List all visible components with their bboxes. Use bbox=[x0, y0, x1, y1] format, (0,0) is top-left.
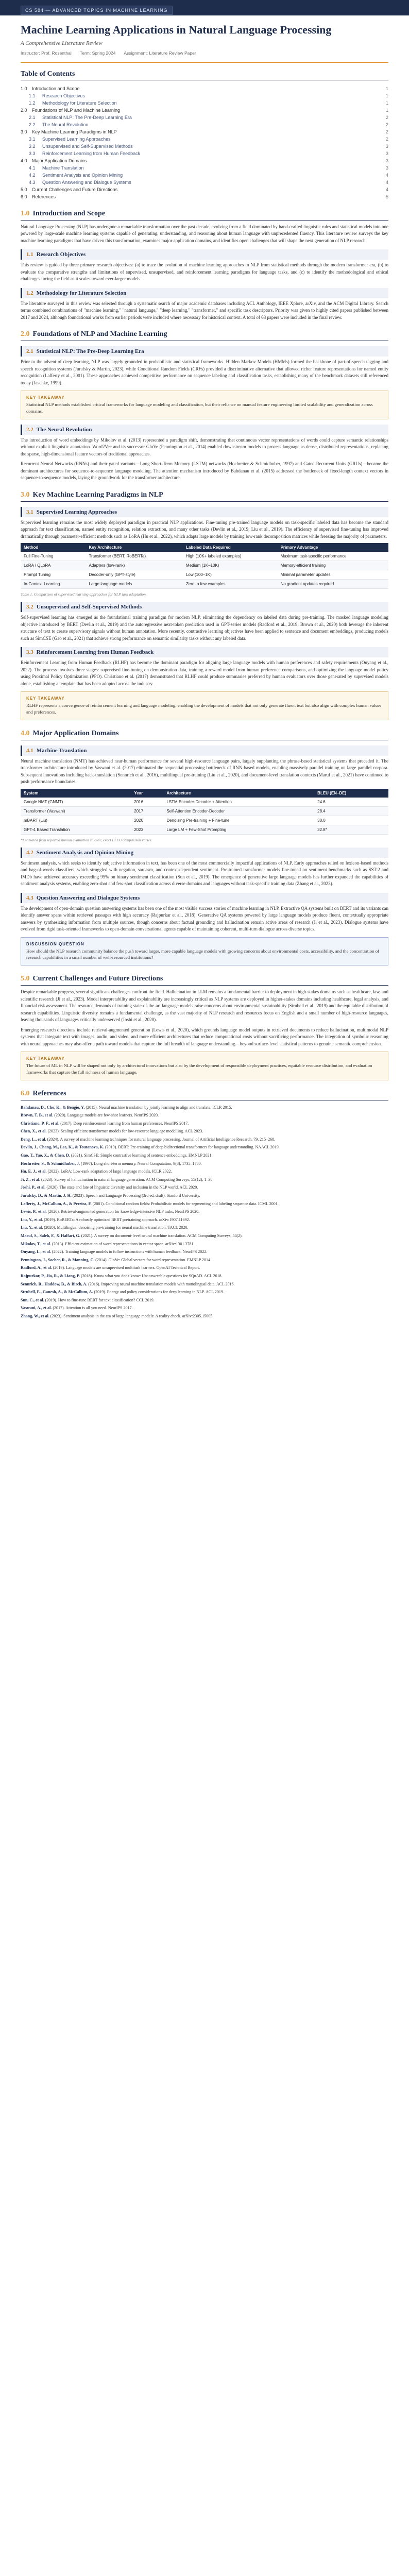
paragraph: Prior to the advent of deep learning, NLP was largely grounded in probabilistic and statistical frameworks. Hidden Markov Models (HMMs) formed the backbone of part-of-speech tagging and speech recognition systems (Jurafsky & Martin, 2023), while Conditional Random Fields (CRFs) provided a discriminative alternative that allowed richer feature representations for named entity recognition (Lafferty et al., 2001). These approaches achieved competitive performance on sequence labeling and classification tasks, establishing many of the benchmark datasets still referenced today (Jaschke, 1999). bbox=[21, 359, 388, 385]
toc-entry-page: 1 bbox=[385, 86, 388, 91]
toc-entry-number: 4.0 bbox=[21, 158, 27, 163]
reference-details: (2001). Conditional random fields: Probabilistic models for segmenting and labeling sequence data. ICML 2001. bbox=[92, 1201, 279, 1206]
reference-details: (2018). Know what you don't know: Unanswerable questions for SQuAD. ACL 2018. bbox=[81, 1273, 223, 1278]
toc-entry-title: Introduction and Scope bbox=[32, 86, 80, 91]
table-header-cell: Labeled Data Required bbox=[183, 543, 278, 552]
meta-term: Term: Spring 2024 bbox=[79, 50, 116, 56]
reference-authors: Lafferty, J., McCallum, A., & Pereira, F. bbox=[21, 1201, 92, 1206]
reference-authors: Ouyang, L., et al. bbox=[21, 1249, 51, 1255]
table-cell: 2017 bbox=[131, 806, 163, 816]
table-cell: 28.4 bbox=[314, 806, 388, 816]
table-header-cell: Primary Advantage bbox=[278, 543, 388, 552]
reference-details: (2021). A survey on document-level neural machine translation. ACM Computing Surveys, 54(2). bbox=[81, 1233, 243, 1238]
toc-entry-number: 1.0 bbox=[21, 86, 27, 91]
reference-details: (2022). LoRA: Low-rank adaptation of large language models. ICLR 2022. bbox=[47, 1169, 172, 1174]
reference-entry bbox=[21, 1297, 388, 1303]
toc-entry[interactable] bbox=[21, 157, 388, 164]
table-cell: LSTM Encoder-Decoder + Attention bbox=[163, 798, 314, 807]
section-heading bbox=[21, 1090, 388, 1100]
table-row bbox=[21, 825, 388, 834]
table-cell: 30.0 bbox=[314, 816, 388, 825]
reference-entry bbox=[21, 1281, 388, 1287]
reference-details: (2023). Scaling efficient transformer models for low-resource language modelling. ACL 2023. bbox=[47, 1129, 203, 1134]
toc-entry-number: 4.2 bbox=[29, 172, 36, 178]
supervised-methods-table bbox=[21, 543, 388, 589]
reference-list bbox=[21, 1105, 388, 1319]
key-takeaway-text: Statistical NLP methods established critical frameworks for language modeling and classification, but their reliance on manual feature engineering limited scalability and generalization across domains. bbox=[26, 402, 373, 414]
table-cell: High (10K+ labeled examples) bbox=[183, 552, 278, 561]
reference-details: (2023). Speech and Language Processing (3rd ed. draft). Stanford University. bbox=[72, 1193, 200, 1198]
key-takeaway-box bbox=[21, 391, 388, 419]
toc-entry-number: 1.1 bbox=[29, 93, 36, 98]
reference-entry bbox=[21, 1193, 388, 1199]
subsection-heading bbox=[21, 647, 388, 657]
table-cell: Full Fine-Tuning bbox=[21, 552, 86, 561]
key-takeaway-text: RLHF represents a convergence of reinforcement learning and language modeling, enabling the development of models that not only generate fluent text but also align with complex human values and preferences. bbox=[26, 703, 382, 715]
reference-entry bbox=[21, 1233, 388, 1239]
table-row bbox=[21, 561, 388, 570]
toc-entry[interactable] bbox=[21, 121, 388, 128]
reference-authors: Vaswani, A., et al. bbox=[21, 1306, 52, 1311]
reference-authors: Hu, E. J., et al. bbox=[21, 1169, 47, 1174]
toc-entry-number: 3.1 bbox=[29, 136, 36, 142]
toc-entry-page: 1 bbox=[385, 93, 388, 98]
table-header-cell: System bbox=[21, 789, 131, 798]
reference-details: (2020). Language models are few-shot learners. NeurIPS 2020. bbox=[54, 1113, 159, 1118]
table-header-row bbox=[21, 543, 388, 552]
reference-authors: Zhang, W., et al. bbox=[21, 1313, 49, 1318]
section-challenges bbox=[21, 975, 388, 1080]
reference-entry bbox=[21, 1305, 388, 1311]
toc-entry-title: Question Answering and Dialogue Systems bbox=[42, 179, 131, 185]
toc-entry-title: Reinforcement Learning from Human Feedback bbox=[42, 150, 141, 156]
table-caption: *Estimated from reported human evaluation studies; exact BLEU comparison varies. bbox=[21, 837, 152, 842]
paragraph: Self-supervised learning has emerged as the foundational training paradigm for modern NLP, eliminating the dependency on labeled data during pre-training. The masked language modeling objective introduced by BERT (Devlin et al., 2019) and the autoregressive next-token prediction used in GPT-series models (Radford et al., 2019; Brown et al., 2020) both leverage the inherent structure of text to create supervisory signals without human annotation. More recently, contrastive learning objectives have been applied to sentence and document embeddings, producing models such as SimCSE (Gao et al., 2021) that achieve strong performance on semantic similarity tasks without any labeled data. bbox=[21, 615, 388, 641]
reference-details: (2019). Energy and policy considerations for deep learning in NLP. ACL 2019. bbox=[94, 1290, 224, 1295]
toc-entry-number: 1.2 bbox=[29, 100, 36, 106]
table-row bbox=[21, 552, 388, 561]
reference-authors: Brown, T. B., et al. bbox=[21, 1113, 54, 1118]
subsection-number: 3.2 bbox=[26, 604, 33, 610]
toc-entry-number: 2.0 bbox=[21, 107, 27, 113]
toc-entry-number: 3.0 bbox=[21, 129, 27, 134]
paragraph: Reinforcement Learning from Human Feedback (RLHF) has become the dominant paradigm for aligning large language models with human preferences and safety requirements (Ouyang et al., 2022). The process involves three stages: supervised fine-tuning on demonstration data, training a reward model from human preference comparisons, and optimizing the language model policy using Proximal Policy Optimization (PPO). Christiano et al. (2017) demonstrated that RLHF could produce summaries preferred by human evaluators over those generated by supervised models alone, establishing a template that has been adopted across the industry. bbox=[21, 660, 388, 686]
reference-entry bbox=[21, 1257, 388, 1263]
table-cell: mBART (Liu) bbox=[21, 816, 131, 825]
meta-instructor: Instructor: Prof. Rosenthal bbox=[21, 50, 72, 56]
table-cell: No gradient updates required bbox=[278, 580, 388, 589]
subsection-title: Research Objectives bbox=[36, 251, 86, 258]
table-header-cell: Method bbox=[21, 543, 86, 552]
toc-entry-number: 3.2 bbox=[29, 143, 36, 149]
reference-authors: Christiano, P. F., et al. bbox=[21, 1121, 60, 1126]
section-number: 3.0 bbox=[21, 490, 30, 499]
table-row bbox=[21, 580, 388, 589]
section-title: References bbox=[32, 1089, 66, 1097]
subsection-number: 3.1 bbox=[26, 509, 33, 515]
reference-entry bbox=[21, 1273, 388, 1279]
section-heading bbox=[21, 491, 388, 502]
section-number: 4.0 bbox=[21, 729, 30, 737]
subsection-heading bbox=[21, 346, 388, 357]
reference-authors: Chen, X., et al. bbox=[21, 1129, 47, 1134]
reference-entry bbox=[21, 1137, 388, 1143]
table-cell: Maximum task-specific performance bbox=[278, 552, 388, 561]
title-block bbox=[0, 15, 409, 62]
reference-details: (2022). Training language models to follow instructions with human feedback. NeurIPS 2022. bbox=[52, 1249, 208, 1255]
reference-details: (1997). Long short-term memory. Neural Computation, 9(8), 1735–1780. bbox=[81, 1161, 202, 1166]
subsection-number: 1.2 bbox=[26, 290, 33, 296]
table-cell: Self-Attention Encoder-Decoder bbox=[163, 806, 314, 816]
table-header-cell: BLEU (EN–DE) bbox=[314, 789, 388, 798]
reference-details: (2023). Sentiment analysis in the era of large language models: A reality check. arXiv:2305.15005. bbox=[50, 1313, 214, 1318]
table-cell: Zero to few examples bbox=[183, 580, 278, 589]
reference-authors: Jurafsky, D., & Martin, J. H. bbox=[21, 1193, 72, 1198]
reference-entry bbox=[21, 1112, 388, 1118]
table-cell: 2023 bbox=[131, 825, 163, 834]
reference-entry bbox=[21, 1105, 388, 1111]
subsection-title: The Neural Revolution bbox=[36, 426, 92, 433]
toc-entry-title: Sentiment Analysis and Opinion Mining bbox=[42, 172, 123, 178]
translation-systems-table bbox=[21, 789, 388, 835]
table-header-cell: Architecture bbox=[163, 789, 314, 798]
table-cell: Large language models bbox=[86, 580, 183, 589]
reference-details: (2020). Retrieval-augmented generation for knowledge-intensive NLP tasks. NeurIPS 2020. bbox=[47, 1209, 200, 1214]
reference-details: (2019). How to fine-tune BERT for text classification? CCL 2019. bbox=[45, 1297, 155, 1302]
key-takeaway-box bbox=[21, 1052, 388, 1080]
reference-entry bbox=[21, 1313, 388, 1319]
toc-entry[interactable] bbox=[21, 164, 388, 172]
subsection-title: Machine Translation bbox=[36, 747, 87, 754]
reference-authors: Mikolov, T., et al. bbox=[21, 1241, 52, 1246]
table-header-cell: Year bbox=[131, 789, 163, 798]
section-foundations bbox=[21, 330, 388, 482]
table-cell: GPT-4 Based Translation bbox=[21, 825, 131, 834]
toc-entry-page: 3 bbox=[385, 165, 388, 171]
reference-entry bbox=[21, 1121, 388, 1127]
table-cell: Decoder-only (GPT-style) bbox=[86, 570, 183, 580]
table-cell: 2016 bbox=[131, 798, 163, 807]
subsection-number: 2.1 bbox=[26, 348, 33, 354]
table-cell: Transformer (BERT, RoBERTa) bbox=[86, 552, 183, 561]
reference-authors: Radford, A., et al. bbox=[21, 1265, 52, 1270]
subsection-title: Supervised Learning Approaches bbox=[36, 509, 117, 515]
toc-entry-number: 5.0 bbox=[21, 187, 27, 192]
subsection-title: Question Answering and Dialogue Systems bbox=[36, 894, 140, 901]
toc-entry-page: 2 bbox=[385, 129, 388, 134]
subsection-number: 1.1 bbox=[26, 251, 33, 258]
toc-entry-page: 1 bbox=[385, 107, 388, 113]
table-caption: Table 1. Comparison of supervised learning approaches for NLP task adaptation. bbox=[21, 592, 147, 597]
section-applications bbox=[21, 730, 388, 966]
section-heading bbox=[21, 975, 388, 986]
reference-authors: Maruf, S., Saleh, F., & Haffari, G. bbox=[21, 1233, 80, 1238]
reference-entry bbox=[21, 1184, 388, 1191]
toc-entry-title: Research Objectives bbox=[42, 93, 86, 98]
reference-details: (2015). Neural machine translation by jointly learning to align and translate. ICLR 2015. bbox=[86, 1105, 232, 1110]
toc-entry-title: Machine Translation bbox=[42, 165, 84, 171]
subsection-heading bbox=[21, 745, 388, 756]
section-title: Current Challenges and Future Directions bbox=[32, 975, 163, 982]
reference-entry bbox=[21, 1209, 388, 1215]
section-heading bbox=[21, 730, 388, 740]
reference-authors: Hochreiter, S., & Schmidhuber, J. bbox=[21, 1161, 80, 1166]
reference-entry bbox=[21, 1161, 388, 1167]
reference-details: (2016). Improving neural machine translation models with monolingual data. ACL 2016. bbox=[88, 1281, 235, 1286]
toc-entry-number: 3.3 bbox=[29, 150, 36, 156]
subsection-heading bbox=[21, 507, 388, 517]
meta-assignment: Assignment: Literature Review Paper bbox=[124, 50, 196, 56]
section-introduction bbox=[21, 210, 388, 321]
toc-entry[interactable] bbox=[21, 186, 388, 193]
key-takeaway-label: KEY TAKEAWAY bbox=[26, 395, 65, 400]
table-cell: Medium (1K–10K) bbox=[183, 561, 278, 570]
reference-details: (2019). RoBERTa: A robustly optimized BERT pretraining approach. arXiv:1907.11692. bbox=[44, 1217, 190, 1222]
toc-entry-page: 4 bbox=[385, 179, 388, 185]
subsection-number: 3.3 bbox=[26, 649, 33, 655]
subsection-heading bbox=[21, 893, 388, 903]
table-header-cell: Key Architecture bbox=[86, 543, 183, 552]
section-number: 5.0 bbox=[21, 975, 30, 982]
paragraph: Despite remarkable progress, several significant challenges confront the field. Hallucination in LLM remains a fundamental barrier to deployment in high-stakes domains such as healthcare, law, and scientific research (Ji et al., 2023). Model interpretability and explainability are increasingly critical as NLP systems are deployed in higher-stakes domains including healthcare, legal analysis, and financial risk assessment. The resource demands of training state-of-the-art language models raise concerns about environmental sustainability (Strubell et al., 2019) and the equitable distribution of research capabilities. Linguistic diversity remains a fundamental challenge, as the vast majority of NLP research and resources focus on English and a small number of high-resource languages, leaving thousands of languages critically underserved (Joshi et al., 2020). bbox=[21, 989, 388, 1022]
toc-entry[interactable] bbox=[21, 150, 388, 157]
toc-entry-page: 1 bbox=[385, 100, 388, 106]
toc-entry-page: 3 bbox=[385, 143, 388, 149]
section-number: 6.0 bbox=[21, 1089, 30, 1097]
toc-entry[interactable] bbox=[21, 92, 388, 99]
toc-entry[interactable] bbox=[21, 114, 388, 121]
title-divider bbox=[21, 62, 388, 63]
subsection-heading bbox=[21, 425, 388, 435]
table-cell: 24.6 bbox=[314, 798, 388, 807]
paragraph: Sentiment analysis, which seeks to identify subjective information in text, has been one of the most commercially impactful applications of NLP. Early approaches relied on lexicon-based methods and bag-of-words classifiers, which struggled with negation, sarcasm, and context-dependent sentiment. Pre-trained transformer models fine-tuned on sentiment benchmarks such as SST-2 and IMDb have achieved accuracy exceeding 95% on binary sentiment classification (Sun et al., 2019). The emergence of generative large language models has further expanded the capabilities of sentiment analysis systems, enabling zero-shot and few-shot classification across diverse domains and languages without task-specific training data (Zhang et al., 2023). bbox=[21, 860, 388, 886]
reference-entry bbox=[21, 1225, 388, 1231]
reference-details: (2024). A survey of machine learning techniques for natural language processing. Journal of Artificial Intelligence Research, 79, 215–268. bbox=[47, 1137, 276, 1142]
reference-details: (2017). Attention is all you need. NeurIPS 2017. bbox=[53, 1306, 133, 1311]
paragraph: Recurrent Neural Networks (RNNs) and their gated variants—Long Short-Term Memory (LSTM) networks (Hochreiter & Schmidhuber, 1997) and Gated Recurrent Units (GRUs)—became the dominant architectures for sequence-to-sequence language modeling. The attention mechanism introduced by Bahdanau et al. (2015) addressed the bottleneck of fixed-length context vectors in sequence-to-sequence models, laying the groundwork for the transformer architecture. bbox=[21, 461, 388, 480]
reference-entry bbox=[21, 1265, 388, 1271]
subsection-number: 2.2 bbox=[26, 426, 33, 433]
toc-entry-title: Unsupervised and Self-Supervised Methods bbox=[42, 143, 133, 149]
key-takeaway-text: The future of ML in NLP will be shaped not only by architectural innovations but also by the development of responsible deployment practices, equitable resource distribution, and evaluation frameworks that capture the full richness of human language. bbox=[26, 1063, 372, 1075]
reference-entry bbox=[21, 1153, 388, 1159]
toc-entry[interactable] bbox=[21, 85, 388, 92]
toc-entry-title: Statistical NLP: The Pre-Deep Learning Era bbox=[42, 114, 132, 120]
paragraph: The literature surveyed in this review was selected through a systematic search of major academic databases including ACL Anthology, IEEE Xplore, arXiv, and the ACM Digital Library. Search terms combined combinations of "machine learning," "natural language," "deep learning," "transformer," and specific task descriptors. Priority was given to highly cited papers published between 2017 and 2024, although foundational works from earlier periods were included where necessary for historical context. A total of 68 papers were included in the final review. bbox=[21, 300, 388, 320]
toc-entry[interactable] bbox=[21, 128, 388, 135]
page-footer bbox=[0, 1335, 409, 1345]
toc-entry[interactable] bbox=[21, 179, 388, 186]
subsection-number: 4.1 bbox=[26, 747, 33, 754]
subsection-heading bbox=[21, 848, 388, 858]
document-subtitle: A Comprehensive Literature Review bbox=[21, 40, 103, 46]
toc-list bbox=[21, 85, 388, 200]
table-cell: Memory-efficient training bbox=[278, 561, 388, 570]
reference-details: (2020). The state and fate of linguistic diversity and inclusion in the NLP world. ACL 2020. bbox=[46, 1185, 198, 1190]
toc-entry[interactable] bbox=[21, 135, 388, 143]
reference-entry bbox=[21, 1144, 388, 1150]
reference-entry bbox=[21, 1241, 388, 1247]
table-cell: Google NMT (GNMT) bbox=[21, 798, 131, 807]
reference-authors: Strubell, E., Ganesh, A., & McCallum, A. bbox=[21, 1290, 93, 1295]
reference-authors: Rajpurkar, P., Jia, R., & Liang, P. bbox=[21, 1273, 80, 1278]
reference-details: (2020). Multilingual denoising pre-training for neural machine translation. TACL 2020. bbox=[44, 1225, 189, 1230]
reference-authors: Joshi, P., et al. bbox=[21, 1185, 46, 1190]
reference-authors: Gao, T., Yao, X., & Chen, D. bbox=[21, 1153, 70, 1158]
section-paradigms bbox=[21, 491, 388, 720]
toc-entry-page: 3 bbox=[385, 158, 388, 163]
table-cell: Large LM + Few-Shot Prompting bbox=[163, 825, 314, 834]
toc-entry-number: 4.1 bbox=[29, 165, 36, 171]
document-title: Machine Learning Applications in Natural Language Processing bbox=[21, 23, 332, 36]
reference-authors: Pennington, J., Socher, R., & Manning, C. bbox=[21, 1257, 95, 1262]
reference-authors: Lewis, P., et al. bbox=[21, 1209, 47, 1214]
course-tag: CS 584 — ADVANCED TOPICS IN MACHINE LEARNING bbox=[21, 6, 173, 15]
toc-entry[interactable] bbox=[21, 107, 388, 114]
toc-entry-page: 2 bbox=[385, 136, 388, 142]
table-row bbox=[21, 816, 388, 825]
reference-authors: Sun, C., et al. bbox=[21, 1297, 44, 1302]
section-title: Foundations of NLP and Machine Learning bbox=[32, 330, 167, 338]
table-cell: Denoising Pre-training + Fine-tune bbox=[163, 816, 314, 825]
table-row bbox=[21, 806, 388, 816]
table-body bbox=[21, 552, 388, 589]
toc-entry-page: 3 bbox=[385, 150, 388, 156]
section-number: 1.0 bbox=[21, 209, 30, 217]
reference-authors: Bahdanau, D., Cho, K., & Bengio, Y. bbox=[21, 1105, 85, 1110]
paragraph: The introduction of word embeddings by Mikolov et al. (2013) represented a paradigm shift, demonstrating that continuous vector representations of words could capture semantic relationships without explicit linguistic annotation. Word2Vec and its successor GloVe (Pennington et al., 2014) enabled downstream models to process language as dense, distributed representations, replacing the sparse, high-dimensional feature vectors of traditional approaches. bbox=[21, 437, 388, 456]
reference-details: (2019). Language models are unsupervised multitask learners. OpenAI Technical Report. bbox=[53, 1265, 200, 1270]
reference-entry bbox=[21, 1201, 388, 1207]
toc-entry-number: 2.1 bbox=[29, 114, 36, 120]
subsection-heading bbox=[21, 288, 388, 298]
toc-entry[interactable] bbox=[21, 172, 388, 179]
toc-entry-title: References bbox=[32, 194, 56, 199]
subsection-title: Unsupervised and Self-Supervised Methods bbox=[36, 604, 142, 610]
reference-authors: Sennrich, R., Haddow, B., & Birch, A. bbox=[21, 1281, 88, 1286]
toc-entry[interactable] bbox=[21, 143, 388, 150]
subsection-number: 4.2 bbox=[26, 849, 33, 856]
reference-details: (2019). BERT: Pre-training of deep bidirectional transformers for language understanding. NAACL 2019. bbox=[105, 1145, 280, 1150]
table-cell: Prompt Tuning bbox=[21, 570, 86, 580]
reference-entry bbox=[21, 1177, 388, 1183]
paragraph: Natural Language Processing (NLP) has undergone a remarkable transformation over the past decade, evolving from a field dominated by hand-crafted linguistic rules and statistical models into one powered by large-scale machine learning systems capable of generating, understanding, and reasoning about human language with unprecedented fluency. This literature review surveys the key machine learning paradigms that have driven this transformation, examines major application domains, and identifies open challenges that will shape the next generation of NLP research. bbox=[21, 224, 388, 243]
paragraph: Emerging research directions include retrieval-augmented generation (Lewis et al., 2020), which grounds language model outputs in retrieved documents to reduce hallucination, multimodal NLP systems that integrate text with images, audio, and video, and more efficient architectures that reduce computational costs without sacrificing performance. The integration of symbolic reasoning with neural approaches may also offer a path toward models that capture the full breadth of language understanding—beyond surface-level statistical patterns to genuine semantic comprehension. bbox=[21, 1027, 388, 1046]
key-takeaway-box bbox=[21, 691, 388, 720]
table-cell: Adapters (low-rank) bbox=[86, 561, 183, 570]
key-takeaway-label: KEY TAKEAWAY bbox=[26, 1056, 65, 1061]
toc-entry[interactable] bbox=[21, 193, 388, 200]
toc-entry-title: Key Machine Learning Paradigms in NLP bbox=[32, 129, 117, 134]
reference-details: (2021). SimCSE: Simple contrastive learning of sentence embeddings. EMNLP 2021. bbox=[71, 1153, 213, 1158]
reference-authors: Liu, Y., et al. bbox=[21, 1217, 43, 1222]
paragraph: The development of open-domain question answering systems has been one of the most visible success stories of machine learning in NLP. Extractive QA systems built on BERT and its variants can identify answer spans within retrieved passages with high accuracy (Rajpurkar et al., 2018). Generative QA systems powered by large language models produce fluent, contextually appropriate answers by synthesizing information from multiple sources, though concerns about factual grounding and hallucination remain active areas of research (Ji et al., 2023). Dialogue systems have evolved from rigid task-oriented frameworks to open-domain conversational agents capable of maintaining coherent, multi-turn dialogue across diverse topics. bbox=[21, 905, 388, 931]
subsection-title: Methodology for Literature Selection bbox=[36, 290, 127, 296]
table-body bbox=[21, 798, 388, 835]
key-takeaway-label: KEY TAKEAWAY bbox=[26, 696, 65, 701]
reference-entry bbox=[21, 1217, 388, 1223]
paragraph: This review is guided by three primary research objectives: (a) to trace the evolution of machine learning approaches in NLP from statistical methods through the modern transformer era, (b) to evaluate the comparative strengths and limitations of supervised, unsupervised, and reinforcement learning paradigms for language tasks, and (c) to identify the methodological and ethical challenges facing the field as it scales toward ever-larger models. bbox=[21, 262, 388, 281]
section-heading bbox=[21, 210, 388, 221]
toc-entry-title: Foundations of NLP and Machine Learning bbox=[32, 107, 120, 113]
toc-heading: Table of Contents bbox=[21, 70, 388, 81]
subsection-number: 4.3 bbox=[26, 894, 33, 901]
table-cell: In-Context Learning bbox=[21, 580, 86, 589]
table-of-contents bbox=[21, 70, 388, 200]
subsection-title: Statistical NLP: The Pre-Deep Learning Era bbox=[36, 348, 144, 354]
table-cell: 2020 bbox=[131, 816, 163, 825]
reference-authors: Liu, Y., et al. bbox=[21, 1225, 43, 1230]
table-row bbox=[21, 570, 388, 580]
table-cell: Low (100–1K) bbox=[183, 570, 278, 580]
table-cell: Minimal parameter updates bbox=[278, 570, 388, 580]
toc-entry-title: Supervised Learning Approaches bbox=[42, 136, 111, 142]
toc-entry-title: Major Application Domains bbox=[32, 158, 87, 163]
subsection-title: Reinforcement Learning from Human Feedback bbox=[36, 649, 154, 655]
paragraph: Supervised learning remains the most widely deployed paradigm in practical NLP applications. Fine-tuning pre-trained language models on task-specific labeled data has become the standard approach for text classification, named entity recognition, relation extraction, and many other tasks (Devlin et al., 2019; Liu et al., 2019). The efficiency of supervised fine-tuning has improved dramatically through parameter-efficient methods such as LoRA (Hu et al., 2022), which adapts large models by training low-rank decomposition matrices while freezing the majority of parameters. bbox=[21, 519, 388, 539]
toc-entry-title: The Neural Revolution bbox=[42, 122, 89, 127]
reference-authors: Deng, L., et al. bbox=[21, 1137, 46, 1142]
discussion-question-text: How should the NLP research community balance the push toward larger, more capable language models with growing concerns about environmental costs, accessibility, and the concentration of research capabilities in a small number of well-resourced institutions? bbox=[26, 948, 380, 960]
reference-entry bbox=[21, 1128, 388, 1134]
subsection-heading bbox=[21, 602, 388, 612]
toc-entry-page: 2 bbox=[385, 122, 388, 127]
table-row bbox=[21, 798, 388, 807]
reference-details: (2013). Efficient estimation of word representations in vector space. arXiv:1301.3781. bbox=[52, 1241, 195, 1246]
reference-entry bbox=[21, 1289, 388, 1295]
section-number: 2.0 bbox=[21, 330, 30, 338]
toc-entry[interactable] bbox=[21, 99, 388, 107]
paragraph: Neural machine translation (NMT) has achieved near-human performance for several high-resource language pairs, largely supplanting the phrase-based statistical systems that preceded it. The transformer architecture introduced by Vaswani et al. (2017) eliminated the sequential processing bottleneck of RNN-based models, enabling massively parallel training on large parallel corpora. Subsequent innovations including back-translation (Sennrich et al., 2016), multilingual pre-training (Liu et al., 2020), and document-level translation contexts (Maruf et al., 2021) have continued to push performance boundaries. bbox=[21, 758, 388, 784]
subsection-heading bbox=[21, 249, 388, 260]
reference-authors: Devlin, J., Chang, M., Lee, K., & Toutanova, K. bbox=[21, 1145, 105, 1150]
table-cell: 32.8* bbox=[314, 825, 388, 834]
section-heading bbox=[21, 330, 388, 341]
toc-entry-title: Current Challenges and Future Directions bbox=[32, 187, 118, 192]
section-title: Key Machine Learning Paradigms in NLP bbox=[32, 490, 163, 499]
reference-details: (2014). GloVe: Global vectors for word representation. EMNLP 2014. bbox=[95, 1257, 212, 1262]
subsection-title: Sentiment Analysis and Opinion Mining bbox=[36, 849, 134, 856]
toc-entry-title: Methodology for Literature Selection bbox=[42, 100, 117, 106]
table-header-row bbox=[21, 789, 388, 798]
toc-entry-page: 4 bbox=[385, 172, 388, 178]
reference-entry bbox=[21, 1168, 388, 1175]
discussion-question-box bbox=[21, 937, 388, 966]
section-title: Introduction and Scope bbox=[32, 209, 106, 217]
toc-entry-page: 4 bbox=[385, 187, 388, 192]
reference-details: (2017). Deep reinforcement learning from human preferences. NeurIPS 2017. bbox=[60, 1121, 189, 1126]
reference-entry bbox=[21, 1249, 388, 1255]
reference-authors: Ji, Z., et al. bbox=[21, 1177, 40, 1182]
reference-details: (2023). Survey of hallucination in natural language generation. ACM Computing Surveys, 55(12), 1–38. bbox=[41, 1177, 214, 1182]
section-references bbox=[21, 1090, 388, 1319]
table-cell: Transformer (Vaswani) bbox=[21, 806, 131, 816]
toc-entry-number: 4.3 bbox=[29, 179, 36, 185]
toc-entry-page: 2 bbox=[385, 114, 388, 120]
document-meta bbox=[21, 50, 388, 56]
toc-entry-number: 2.2 bbox=[29, 122, 36, 127]
discussion-question-label: DISCUSSION QUESTION bbox=[26, 941, 84, 946]
table-cell: LoRA / QLoRA bbox=[21, 561, 86, 570]
toc-entry-page: 5 bbox=[385, 194, 388, 199]
toc-entry-number: 6.0 bbox=[21, 194, 27, 199]
section-title: Major Application Domains bbox=[32, 729, 119, 737]
